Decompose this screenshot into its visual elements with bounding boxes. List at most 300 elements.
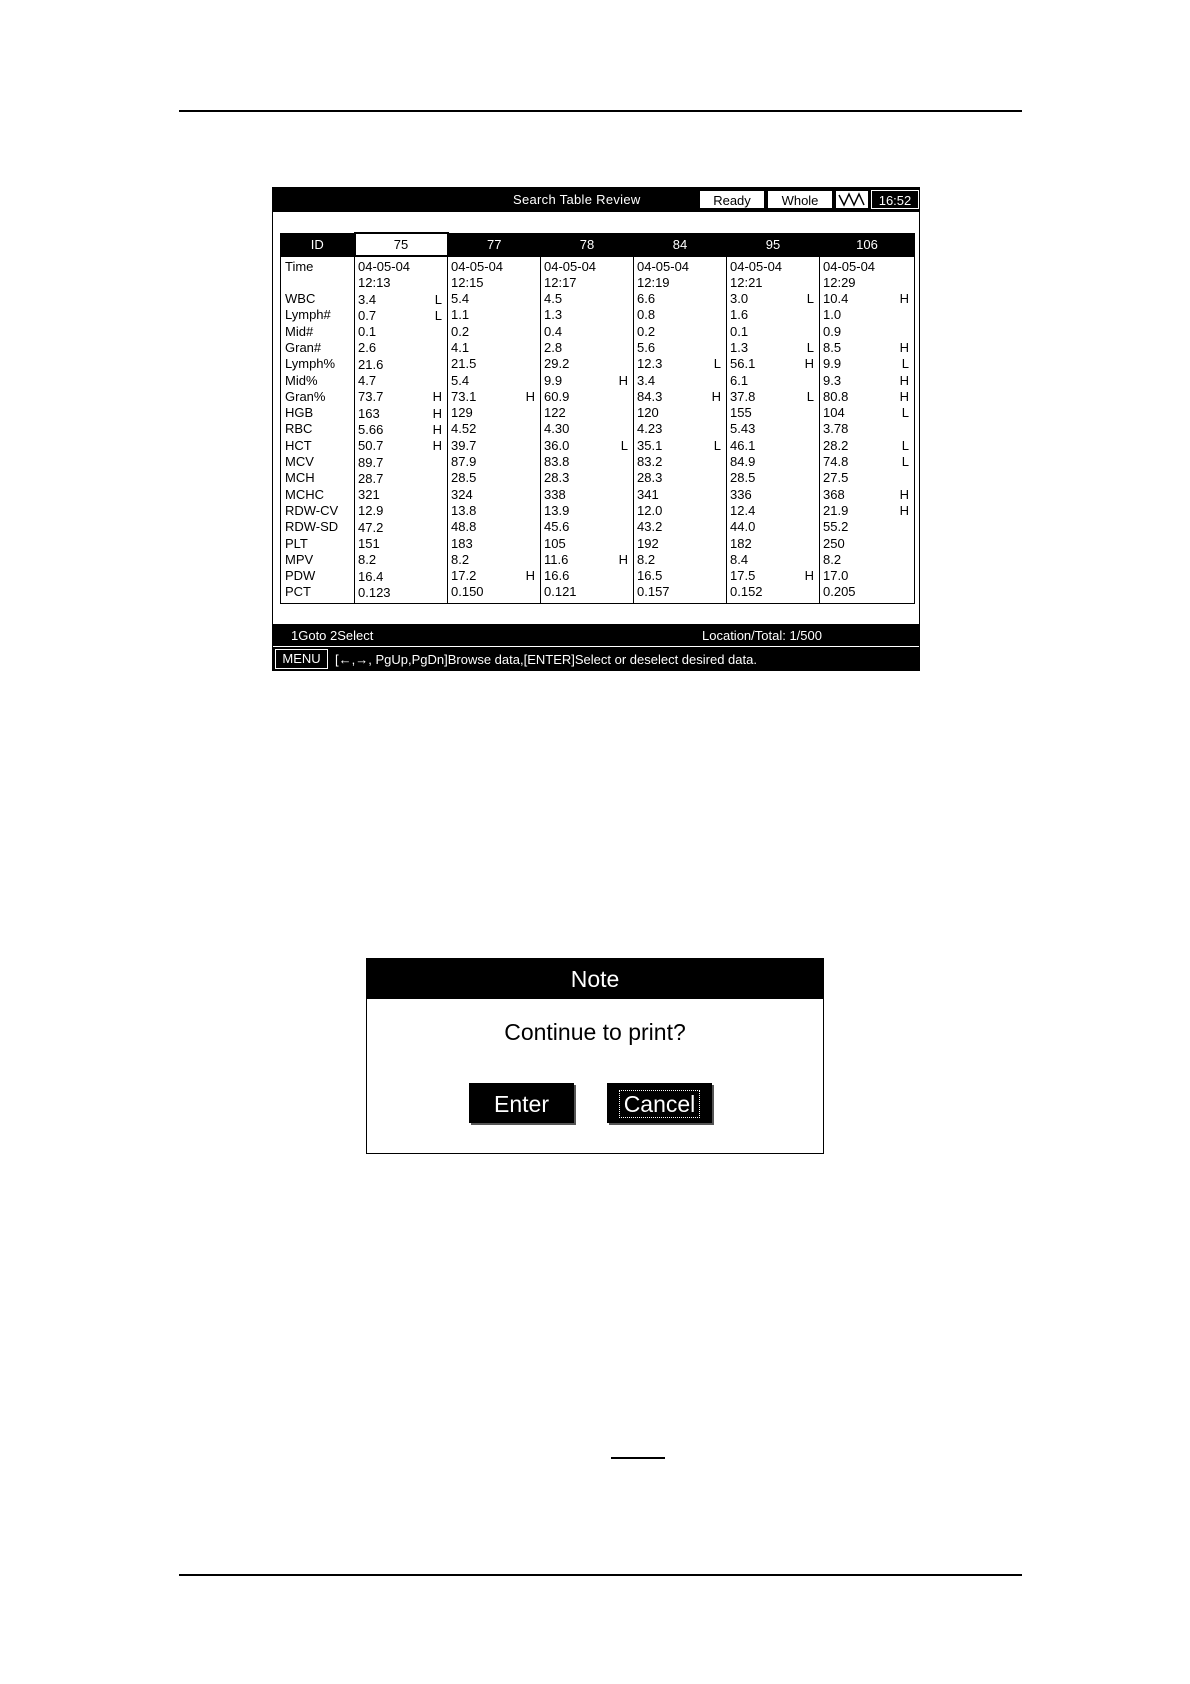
result-value: 0.8 bbox=[637, 307, 656, 323]
result-cell bbox=[823, 454, 911, 470]
sample-date: 04-05-04 bbox=[451, 258, 504, 274]
result-cell bbox=[451, 552, 537, 568]
parameter-label: PDW bbox=[285, 568, 316, 584]
parameter-label: Lymph% bbox=[285, 356, 336, 372]
result-flag bbox=[814, 519, 816, 535]
result-value: 29.2 bbox=[544, 356, 570, 372]
result-cell bbox=[358, 569, 444, 585]
result-flag: H bbox=[432, 389, 442, 405]
result-value: 183 bbox=[451, 535, 473, 551]
result-flag bbox=[628, 487, 630, 503]
result-value: 163 bbox=[358, 405, 380, 421]
result-cell bbox=[358, 455, 444, 471]
result-flag bbox=[535, 421, 537, 437]
result-flag bbox=[628, 389, 630, 405]
result-value: 321 bbox=[358, 487, 380, 503]
sample-column[interactable] bbox=[634, 256, 727, 604]
result-flag: H bbox=[432, 421, 442, 437]
result-cell bbox=[544, 291, 630, 307]
result-cell bbox=[730, 421, 816, 437]
result-value: 0.152 bbox=[730, 584, 763, 600]
result-flag: H bbox=[432, 405, 442, 421]
result-value: 6.6 bbox=[637, 291, 656, 307]
enter-button[interactable]: Enter bbox=[469, 1083, 574, 1123]
result-value: 21.6 bbox=[358, 356, 384, 372]
result-cell bbox=[823, 503, 911, 519]
result-value: 8.2 bbox=[637, 551, 656, 567]
result-cell bbox=[637, 552, 723, 568]
result-flag bbox=[909, 584, 911, 600]
result-value: 120 bbox=[637, 405, 659, 421]
sample-id-header[interactable]: 75 bbox=[355, 233, 448, 256]
result-flag bbox=[814, 454, 816, 470]
result-flag bbox=[628, 356, 630, 372]
result-value: 338 bbox=[544, 486, 566, 502]
result-flag bbox=[628, 519, 630, 535]
sample-id-header[interactable]: 78 bbox=[541, 233, 634, 256]
result-flag bbox=[814, 307, 816, 323]
result-cell bbox=[451, 291, 537, 307]
result-cell bbox=[823, 536, 911, 552]
result-value: 4.1 bbox=[451, 339, 470, 355]
result-cell bbox=[358, 422, 444, 438]
status-badge: Ready bbox=[699, 190, 765, 209]
result-value: 1.3 bbox=[544, 307, 563, 323]
result-value: 0.1 bbox=[358, 324, 377, 340]
result-value: 46.1 bbox=[730, 437, 756, 453]
result-flag bbox=[909, 568, 911, 584]
result-cell bbox=[823, 373, 911, 389]
menu-button[interactable]: MENU bbox=[275, 649, 328, 669]
result-flag bbox=[535, 324, 537, 340]
result-cell bbox=[544, 454, 630, 470]
result-flag bbox=[721, 405, 723, 421]
result-flag bbox=[721, 421, 723, 437]
bottom-rule bbox=[179, 1574, 1022, 1576]
result-flag: L bbox=[901, 454, 909, 470]
result-value: 17.5 bbox=[730, 568, 756, 584]
result-value: 27.5 bbox=[823, 470, 849, 486]
result-cell bbox=[637, 487, 723, 503]
result-value: 0.121 bbox=[544, 584, 577, 600]
result-flag: H bbox=[804, 356, 814, 372]
result-flag bbox=[721, 519, 723, 535]
result-value: 80.8 bbox=[823, 388, 849, 404]
result-value: 44.0 bbox=[730, 519, 756, 535]
result-cell bbox=[637, 340, 723, 356]
result-flag bbox=[721, 307, 723, 323]
parameter-labels bbox=[281, 256, 355, 604]
result-cell bbox=[544, 568, 630, 584]
result-value: 4.23 bbox=[637, 421, 663, 437]
result-flag bbox=[442, 340, 444, 356]
screen-title: Search Table Review bbox=[513, 192, 641, 207]
analyzer-screen bbox=[272, 187, 920, 671]
result-flag: L bbox=[901, 437, 909, 453]
result-value: 368 bbox=[823, 486, 845, 502]
result-cell bbox=[358, 308, 444, 324]
result-flag bbox=[442, 520, 444, 536]
result-cell bbox=[544, 519, 630, 535]
sample-id-header[interactable]: 106 bbox=[820, 233, 915, 256]
sample-column[interactable] bbox=[727, 256, 820, 604]
result-value: 129 bbox=[451, 405, 473, 421]
result-flag bbox=[535, 291, 537, 307]
result-value: 8.5 bbox=[823, 339, 842, 355]
parameter-label: MCV bbox=[285, 454, 314, 470]
result-flag bbox=[442, 536, 444, 552]
result-cell bbox=[451, 568, 537, 584]
function-keys: 1Goto 2Select bbox=[291, 628, 374, 643]
sample-date: 04-05-04 bbox=[823, 258, 876, 274]
result-cell bbox=[730, 405, 816, 421]
result-value: 48.8 bbox=[451, 519, 477, 535]
result-cell bbox=[730, 373, 816, 389]
result-flag bbox=[628, 405, 630, 421]
result-cell bbox=[823, 340, 911, 356]
result-flag bbox=[628, 584, 630, 600]
result-flag bbox=[721, 373, 723, 389]
result-cell bbox=[451, 356, 537, 372]
result-value: 12.3 bbox=[637, 356, 663, 372]
result-cell bbox=[544, 421, 630, 437]
result-cell bbox=[730, 454, 816, 470]
result-cell bbox=[544, 356, 630, 372]
result-cell bbox=[730, 470, 816, 486]
result-flag: L bbox=[434, 291, 442, 307]
result-cell bbox=[358, 438, 444, 454]
result-flag: L bbox=[901, 405, 909, 421]
result-value: 16.4 bbox=[358, 568, 384, 584]
result-cell bbox=[637, 405, 723, 421]
result-flag bbox=[721, 552, 723, 568]
result-cell bbox=[451, 438, 537, 454]
result-flag bbox=[535, 356, 537, 372]
result-value: 87.9 bbox=[451, 454, 477, 470]
result-value: 11.6 bbox=[544, 551, 569, 567]
result-cell bbox=[451, 340, 537, 356]
parameter-label: RDW-CV bbox=[285, 502, 339, 518]
result-flag bbox=[628, 324, 630, 340]
result-cell bbox=[730, 340, 816, 356]
result-flag bbox=[535, 487, 537, 503]
result-flag bbox=[721, 568, 723, 584]
help-bar bbox=[273, 647, 919, 671]
result-flag bbox=[814, 373, 816, 389]
result-cell bbox=[823, 487, 911, 503]
result-flag bbox=[814, 470, 816, 486]
result-value: 6.1 bbox=[730, 372, 749, 388]
result-flag bbox=[442, 503, 444, 519]
result-flag bbox=[814, 421, 816, 437]
result-cell bbox=[544, 324, 630, 340]
result-value: 60.9 bbox=[544, 388, 570, 404]
sample-time: 12:19 bbox=[637, 274, 670, 290]
result-cell bbox=[358, 406, 444, 422]
sample-column[interactable] bbox=[820, 256, 915, 604]
result-value: 9.9 bbox=[823, 356, 842, 372]
result-flag: L bbox=[434, 307, 442, 323]
result-cell bbox=[637, 291, 723, 307]
result-value: 3.4 bbox=[358, 291, 377, 307]
result-flag bbox=[535, 307, 537, 323]
id-header: ID bbox=[281, 233, 355, 256]
result-cell bbox=[544, 470, 630, 486]
result-value: 21.5 bbox=[451, 356, 477, 372]
result-flag bbox=[535, 536, 537, 552]
result-cell bbox=[544, 503, 630, 519]
result-cell bbox=[730, 568, 816, 584]
result-cell bbox=[637, 470, 723, 486]
result-flag: L bbox=[806, 291, 814, 307]
result-flag bbox=[814, 536, 816, 552]
result-cell bbox=[451, 324, 537, 340]
result-cell bbox=[544, 389, 630, 405]
result-flag bbox=[721, 536, 723, 552]
result-flag: H bbox=[525, 568, 535, 584]
result-value: 28.2 bbox=[823, 437, 849, 453]
result-value: 192 bbox=[637, 535, 659, 551]
result-flag bbox=[721, 470, 723, 486]
result-cell bbox=[637, 389, 723, 405]
parameter-label: PCT bbox=[285, 584, 311, 600]
result-cell bbox=[637, 438, 723, 454]
result-flag bbox=[721, 340, 723, 356]
result-value: 83.8 bbox=[544, 454, 570, 470]
sample-id-header[interactable]: 77 bbox=[448, 233, 541, 256]
result-cell bbox=[358, 536, 444, 552]
result-cell bbox=[823, 324, 911, 340]
result-value: 16.5 bbox=[637, 568, 663, 584]
sample-time: 12:21 bbox=[730, 274, 763, 290]
result-flag bbox=[721, 454, 723, 470]
result-flag bbox=[535, 340, 537, 356]
result-cell bbox=[823, 470, 911, 486]
result-cell bbox=[637, 421, 723, 437]
result-cell bbox=[451, 454, 537, 470]
result-cell bbox=[637, 454, 723, 470]
parameter-label: PLT bbox=[285, 535, 308, 551]
result-flag bbox=[909, 470, 911, 486]
parameter-label: MPV bbox=[285, 551, 314, 567]
result-cell bbox=[637, 307, 723, 323]
result-flag bbox=[909, 324, 911, 340]
result-flag: H bbox=[899, 388, 909, 404]
result-cell bbox=[451, 536, 537, 552]
result-cell bbox=[451, 405, 537, 421]
result-cell bbox=[730, 503, 816, 519]
result-cell bbox=[730, 324, 816, 340]
result-flag bbox=[814, 324, 816, 340]
result-value: 2.6 bbox=[358, 340, 377, 356]
note-dialog bbox=[366, 958, 824, 1154]
result-cell bbox=[358, 292, 444, 308]
waveform-icon bbox=[835, 190, 869, 209]
sample-date: 04-05-04 bbox=[730, 258, 783, 274]
result-cell bbox=[637, 568, 723, 584]
result-cell bbox=[637, 584, 723, 600]
result-cell bbox=[637, 356, 723, 372]
result-cell bbox=[730, 519, 816, 535]
result-value: 43.2 bbox=[637, 519, 663, 535]
result-flag bbox=[814, 487, 816, 503]
result-cell bbox=[544, 552, 630, 568]
result-value: 28.3 bbox=[544, 470, 570, 486]
result-flag: H bbox=[899, 339, 909, 355]
result-cell bbox=[544, 584, 630, 600]
result-flag bbox=[628, 421, 630, 437]
result-flag: H bbox=[899, 372, 909, 388]
result-value: 8.2 bbox=[358, 552, 377, 568]
result-flag bbox=[442, 373, 444, 389]
result-cell bbox=[823, 421, 911, 437]
result-flag bbox=[535, 519, 537, 535]
result-cell bbox=[358, 552, 444, 568]
result-cell bbox=[451, 421, 537, 437]
result-value: 73.7 bbox=[358, 389, 384, 405]
result-flag: L bbox=[806, 339, 814, 355]
result-flag: H bbox=[804, 568, 814, 584]
result-value: 155 bbox=[730, 405, 752, 421]
result-flag bbox=[535, 405, 537, 421]
sample-id-header[interactable]: 84 bbox=[634, 233, 727, 256]
result-flag bbox=[442, 471, 444, 487]
result-value: 1.1 bbox=[451, 307, 470, 323]
result-flag bbox=[721, 324, 723, 340]
result-flag: H bbox=[899, 291, 909, 307]
result-flag bbox=[628, 536, 630, 552]
result-value: 1.3 bbox=[730, 339, 749, 355]
location-total: Location/Total: 1/500 bbox=[702, 628, 822, 643]
result-flag bbox=[535, 454, 537, 470]
results-table bbox=[280, 232, 915, 604]
sample-time: 12:15 bbox=[451, 274, 484, 290]
sample-column[interactable] bbox=[448, 256, 541, 604]
result-flag bbox=[814, 503, 816, 519]
result-flag: L bbox=[713, 356, 721, 372]
result-value: 84.3 bbox=[637, 388, 663, 404]
result-flag bbox=[721, 503, 723, 519]
result-flag bbox=[909, 307, 911, 323]
result-value: 5.4 bbox=[451, 291, 470, 307]
result-value: 73.1 bbox=[451, 388, 477, 404]
sample-time: 12:29 bbox=[823, 274, 856, 290]
result-value: 17.0 bbox=[823, 568, 849, 584]
result-cell bbox=[451, 470, 537, 486]
result-cell bbox=[637, 536, 723, 552]
result-flag: L bbox=[713, 437, 721, 453]
result-flag: H bbox=[899, 486, 909, 502]
result-flag bbox=[628, 470, 630, 486]
result-flag: H bbox=[525, 388, 535, 404]
result-value: 0.205 bbox=[823, 584, 856, 600]
parameter-label: MCHC bbox=[285, 486, 324, 502]
result-cell bbox=[823, 519, 911, 535]
result-cell bbox=[544, 536, 630, 552]
result-cell bbox=[544, 307, 630, 323]
result-cell bbox=[637, 503, 723, 519]
sample-date: 04-05-04 bbox=[544, 258, 597, 274]
result-value: 28.5 bbox=[730, 470, 756, 486]
help-text: [←,→, PgUp,PgDn]Browse data,[ENTER]Select or deselect desired data. bbox=[335, 652, 757, 667]
result-flag bbox=[535, 503, 537, 519]
result-value: 0.123 bbox=[358, 584, 391, 600]
parameter-label: Mid% bbox=[285, 372, 318, 388]
parameter-label: WBC bbox=[285, 291, 316, 307]
result-cell bbox=[823, 552, 911, 568]
parameter-label: Gran% bbox=[285, 388, 326, 404]
result-value: 13.8 bbox=[451, 502, 477, 518]
result-cell bbox=[637, 373, 723, 389]
result-value: 0.4 bbox=[544, 323, 563, 339]
result-flag bbox=[442, 585, 444, 601]
result-cell bbox=[823, 291, 911, 307]
parameter-label: RBC bbox=[285, 421, 313, 437]
result-value: 122 bbox=[544, 405, 566, 421]
result-value: 50.7 bbox=[358, 438, 384, 454]
result-value: 55.2 bbox=[823, 519, 849, 535]
result-flag bbox=[814, 552, 816, 568]
result-cell bbox=[730, 307, 816, 323]
parameter-label: MCH bbox=[285, 470, 315, 486]
result-value: 0.157 bbox=[637, 584, 670, 600]
result-cell bbox=[730, 487, 816, 503]
result-value: 12.0 bbox=[637, 502, 663, 518]
result-cell bbox=[451, 307, 537, 323]
result-value: 28.3 bbox=[637, 470, 663, 486]
sample-id-header[interactable]: 95 bbox=[727, 233, 820, 256]
result-cell bbox=[637, 519, 723, 535]
result-cell bbox=[358, 585, 444, 601]
result-value: 8.2 bbox=[451, 551, 470, 567]
result-flag: L bbox=[620, 437, 628, 453]
result-value: 182 bbox=[730, 535, 752, 551]
result-value: 35.1 bbox=[637, 437, 663, 453]
sample-column[interactable] bbox=[541, 256, 634, 604]
result-value: 4.30 bbox=[544, 421, 570, 437]
result-cell bbox=[358, 324, 444, 340]
sample-date: 04-05-04 bbox=[637, 258, 690, 274]
parameter-label: HCT bbox=[285, 437, 312, 453]
result-flag bbox=[628, 454, 630, 470]
result-flag bbox=[535, 373, 537, 389]
result-cell bbox=[451, 487, 537, 503]
result-value: 0.2 bbox=[637, 323, 656, 339]
result-cell bbox=[451, 519, 537, 535]
result-value: 5.66 bbox=[358, 421, 384, 437]
sample-time: 12:17 bbox=[544, 274, 577, 290]
result-value: 1.6 bbox=[730, 307, 749, 323]
result-flag: H bbox=[432, 438, 442, 454]
result-cell bbox=[451, 503, 537, 519]
result-value: 151 bbox=[358, 536, 380, 552]
result-flag bbox=[909, 519, 911, 535]
result-flag bbox=[814, 405, 816, 421]
result-cell bbox=[823, 568, 911, 584]
cancel-button[interactable] bbox=[607, 1083, 712, 1123]
result-flag bbox=[721, 584, 723, 600]
result-cell bbox=[823, 438, 911, 454]
result-value: 0.2 bbox=[451, 323, 470, 339]
sample-column[interactable] bbox=[355, 256, 448, 604]
result-flag bbox=[909, 421, 911, 437]
result-value: 10.4 bbox=[823, 291, 849, 307]
result-value: 28.7 bbox=[358, 470, 384, 486]
result-value: 0.9 bbox=[823, 323, 842, 339]
result-value: 12.4 bbox=[730, 502, 756, 518]
result-flag bbox=[442, 455, 444, 471]
result-value: 3.78 bbox=[823, 421, 849, 437]
